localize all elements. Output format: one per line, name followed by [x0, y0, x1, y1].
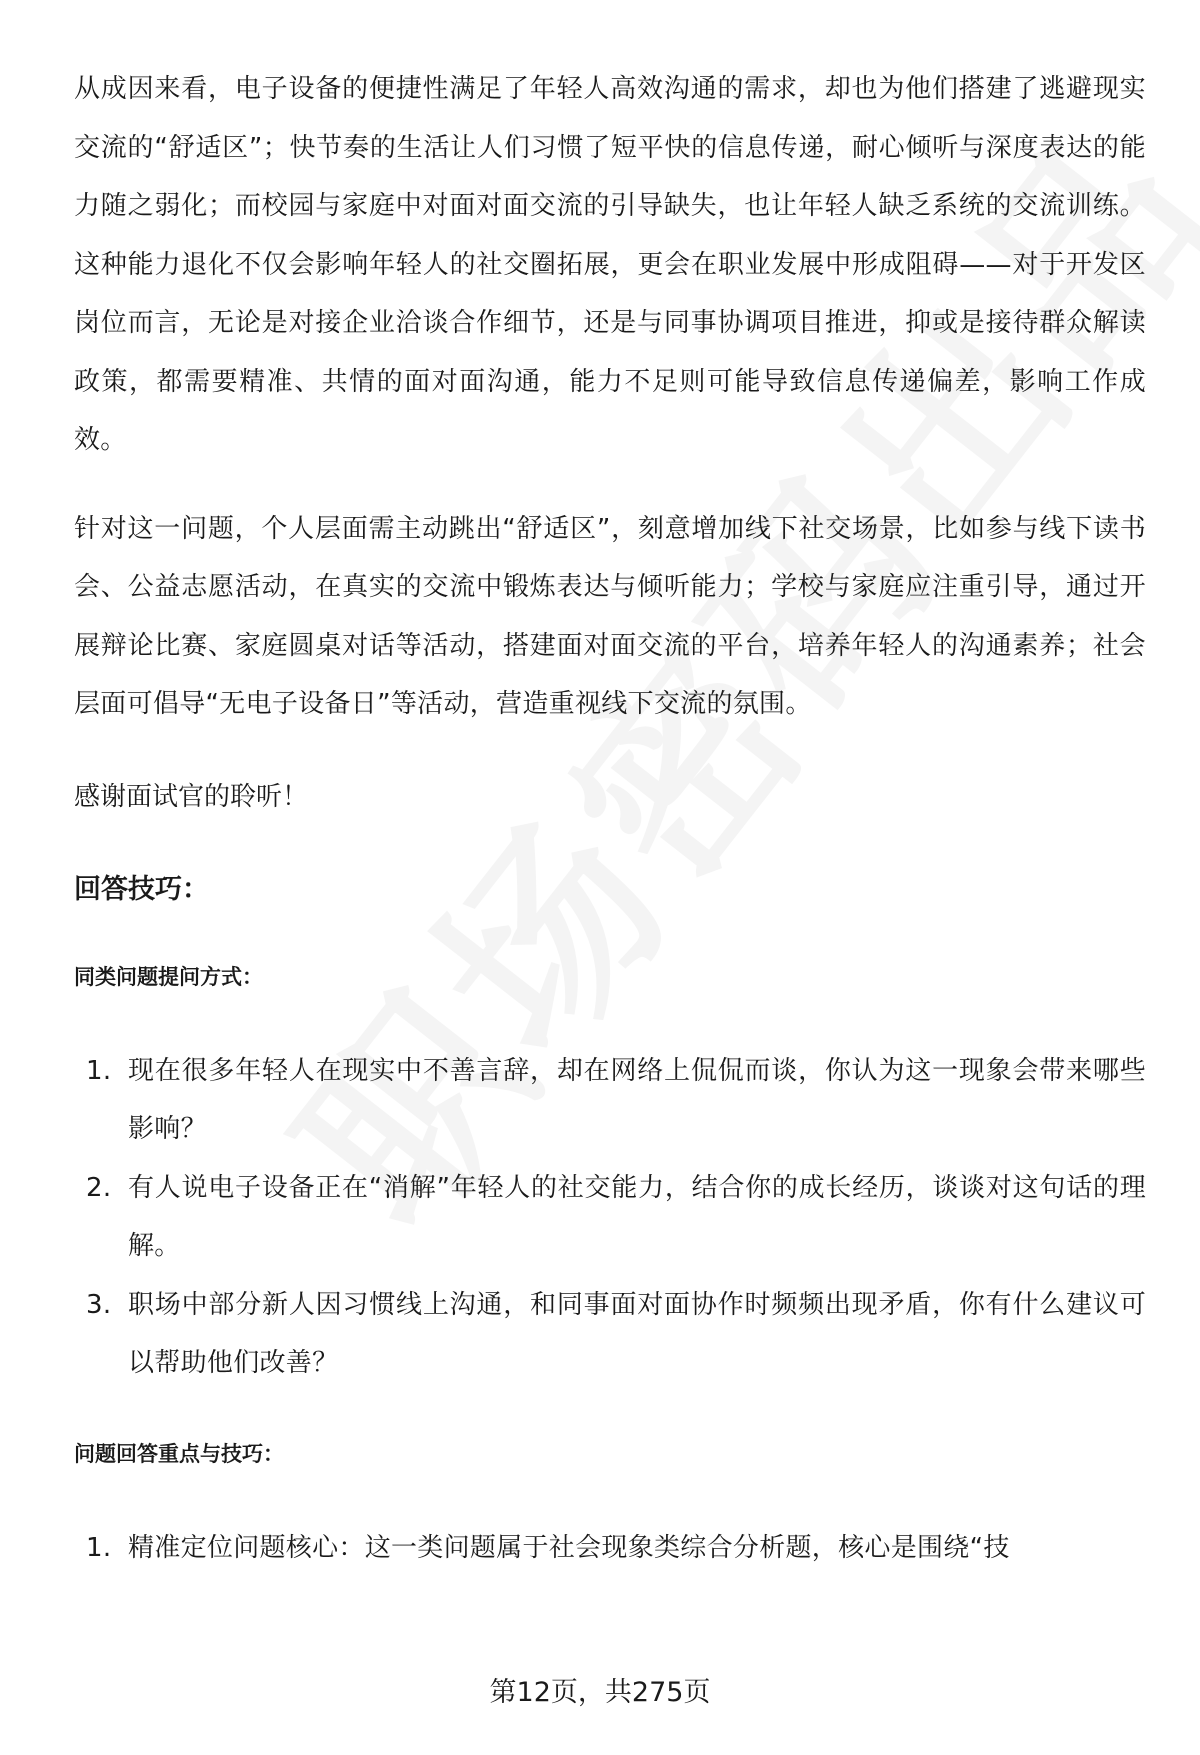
list-item — [74, 1042, 1146, 1159]
paragraph-solutions: 针对这一问题，个人层面需主动跳出“舒适区”，刻意增加线下社交场景，比如参与线下读书会、公益志愿活动，在真实的交流中锻炼表达与倾听能力；学校与家庭应注重引导，通过开展辩论比赛、家庭圆桌对话等活动，搭建面对面交流的平台，培养年轻人的沟通素养；社会层面可倡导“无电子设备日”等活动，营造重视线下交流的氛围。 — [74, 513, 1146, 719]
list-item — [74, 1159, 1146, 1276]
list-item-number: 2. — [86, 1172, 112, 1203]
list-item — [74, 1519, 1146, 1578]
similar-questions-list — [74, 1042, 1146, 1393]
page-footer: 第12页，共275页 — [489, 1677, 711, 1708]
document-page — [74, 60, 1146, 1621]
list-item-text: 有人说电子设备正在“消解”年轻人的社交能力，结合你的成长经历，谈谈对这句话的理解。 — [128, 1172, 1146, 1261]
list-item-number: 3. — [86, 1289, 112, 1320]
list-item-number: 1. — [86, 1055, 112, 1086]
similar-questions-heading: 同类问题提问方式： — [74, 964, 263, 989]
list-item-text: 精准定位问题核心：这一类问题属于社会现象类综合分析题，核心是围绕“技 — [128, 1532, 1010, 1563]
paragraph-causes: 从成因来看，电子设备的便捷性满足了年轻人高效沟通的需求，却也为他们搭建了逃避现实交流的“舒适区”；快节奏的生活让人们习惯了短平快的信息传递，耐心倾听与深度表达的能力随之弱化；而校园与家庭中对面对面交流的引导缺失，也让年轻人缺乏系统的交流训练。这种能力退化不仅会影响年轻人的社交圈拓展，更会在职业发展中形成阻碍——对于开发区岗位而言，无论是对接企业洽谈合作细节，还是与同事协调项目推进，抑或是接待群众解读政策，都需要精准、共情的面对面沟通，能力不足则可能导致信息传递偏差，影响工作成效。 — [74, 74, 1146, 455]
key-points-heading: 问题回答重点与技巧： — [74, 1441, 284, 1466]
list-item — [74, 1276, 1146, 1393]
list-item-text: 职场中部分新人因习惯线上沟通，和同事面对面协作时频频出现矛盾，你有什么建议可以帮助他们改善？ — [128, 1289, 1146, 1378]
list-item-number: 1. — [86, 1532, 112, 1563]
closing-thanks: 感谢面试官的聆听！ — [74, 781, 309, 812]
list-item-text: 现在很多年轻人在现实中不善言辞，却在网络上侃侃而谈，你认为这一现象会带来哪些影响？ — [128, 1055, 1146, 1144]
key-points-list — [74, 1519, 1146, 1578]
section-title: 回答技巧： — [74, 873, 209, 905]
